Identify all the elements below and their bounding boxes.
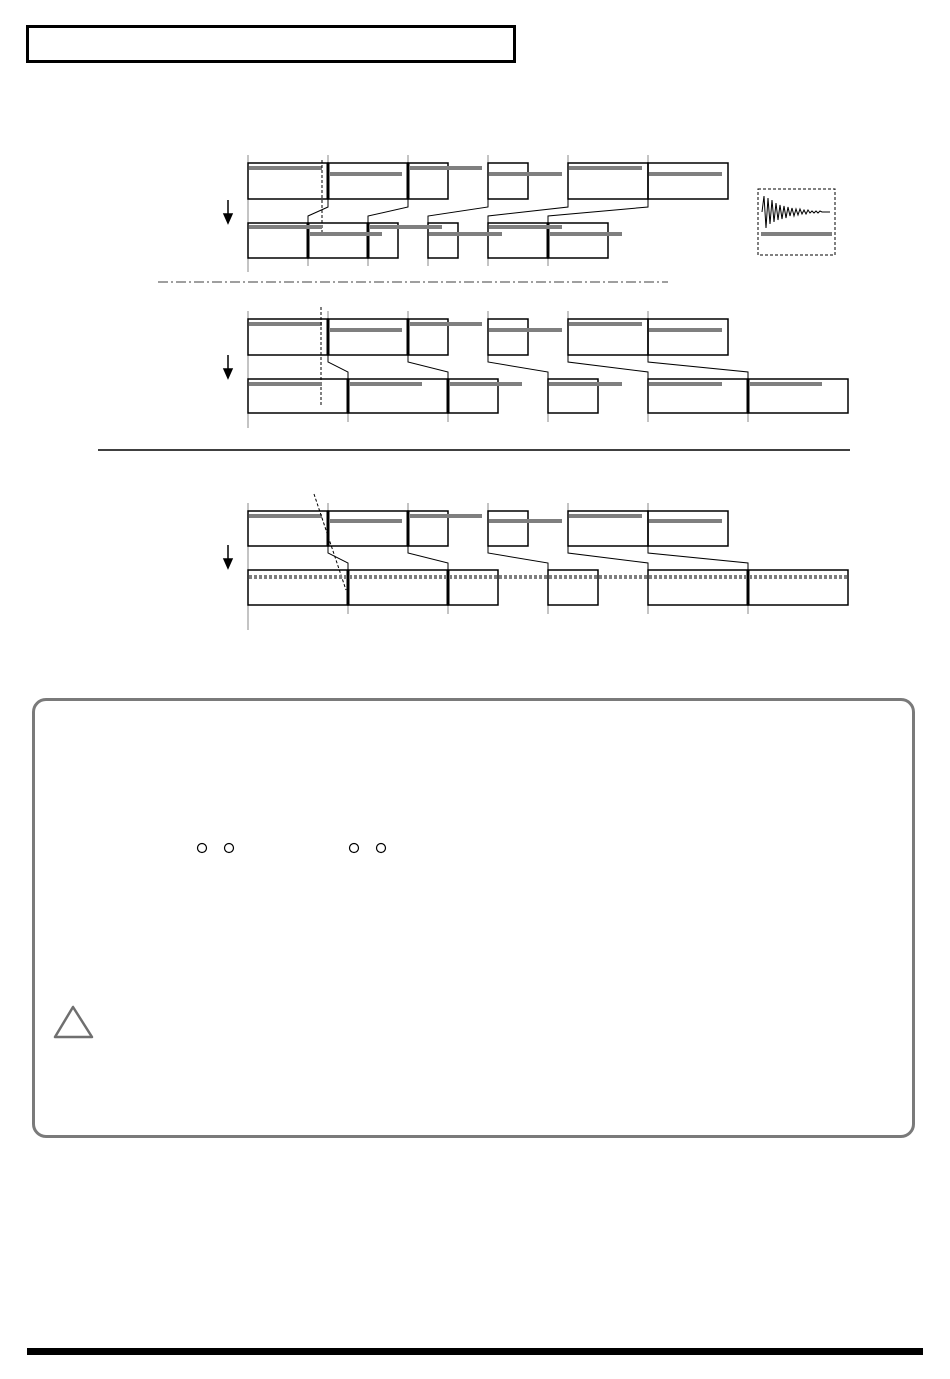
down-arrow-icon <box>224 200 232 223</box>
warning-triangle-icon <box>55 1007 92 1037</box>
diagram-3 <box>224 494 848 630</box>
connectors <box>328 355 748 379</box>
output-bars <box>249 227 622 234</box>
source-bars <box>249 324 722 330</box>
time-stretch-diagram <box>0 0 950 680</box>
circle-symbol-pair-2 <box>350 844 386 853</box>
down-arrow-icon <box>224 355 232 378</box>
note-panel <box>32 698 915 1138</box>
down-arrow-icon <box>224 545 232 568</box>
connectors <box>328 546 748 570</box>
connectors <box>308 199 648 223</box>
output-segments <box>248 570 848 605</box>
diagram-1 <box>224 155 835 272</box>
diagram-2 <box>224 307 848 428</box>
source-bars <box>249 516 722 521</box>
waveform-icon <box>758 189 835 255</box>
source-bars <box>249 168 722 174</box>
footer-rule <box>27 1348 923 1355</box>
circle-symbol-pair-1 <box>198 844 234 853</box>
